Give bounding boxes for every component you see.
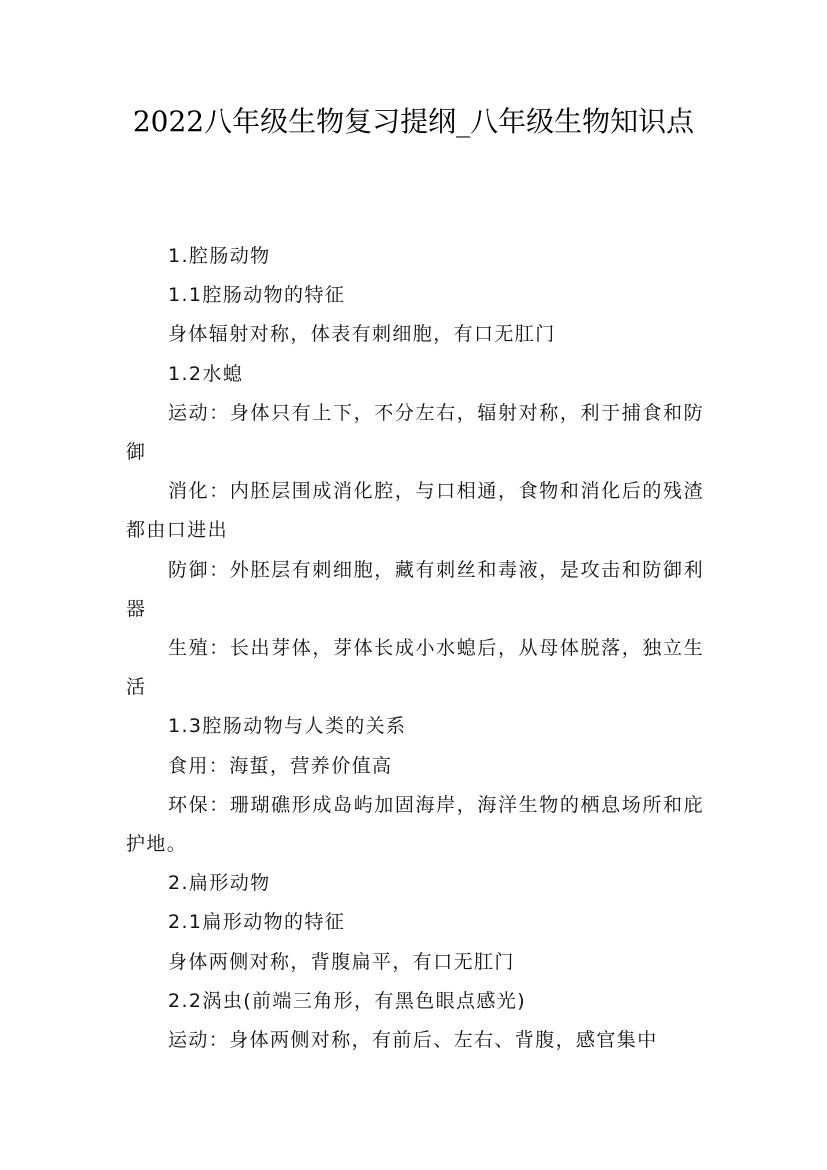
paragraph: 食用：海蜇，营养价值高 bbox=[168, 754, 393, 777]
paragraph: 环保：珊瑚礁形成岛屿加固海岸，海洋生物的栖息场所和庇护地。 bbox=[126, 793, 704, 856]
paragraph: 2.2涡虫(前端三角形，有黑色眼点感光) bbox=[168, 989, 527, 1012]
paragraph: 1.2水螅 bbox=[168, 362, 244, 385]
paragraph: 运动：身体两侧对称，有前后、左右、背腹，感官集中 bbox=[168, 1029, 658, 1052]
paragraph: 2.扁形动物 bbox=[168, 872, 271, 895]
paragraph: 消化：内胚层围成消化腔，与口相通，食物和消化后的残渣都由口进出 bbox=[126, 480, 704, 542]
paragraph: 防御：外胚层有刺细胞，藏有刺丝和毒液，是攻击和防御利器 bbox=[126, 558, 704, 620]
paragraph: 运动：身体只有上下，不分左右，辐射对称，利于捕食和防御 bbox=[126, 401, 704, 464]
paragraph: 身体两侧对称，背腹扁平，有口无肛门 bbox=[168, 950, 515, 973]
paragraph: 1.腔肠动物 bbox=[168, 245, 271, 267]
paragraph: 1.1腔肠动物的特征 bbox=[168, 284, 346, 307]
paragraph: 1.3腔肠动物与人类的关系 bbox=[168, 715, 407, 738]
document-body bbox=[126, 237, 704, 1060]
paragraph: 生殖：长出芽体，芽体长成小水螅后，从母体脱落，独立生活 bbox=[126, 637, 704, 699]
document-title: 2022八年级生物复习提纲_八年级生物知识点 bbox=[132, 105, 695, 138]
paragraph: 2.1扁形动物的特征 bbox=[168, 911, 346, 934]
paragraph: 身体辐射对称，体表有刺细胞，有口无肛门 bbox=[168, 323, 556, 346]
